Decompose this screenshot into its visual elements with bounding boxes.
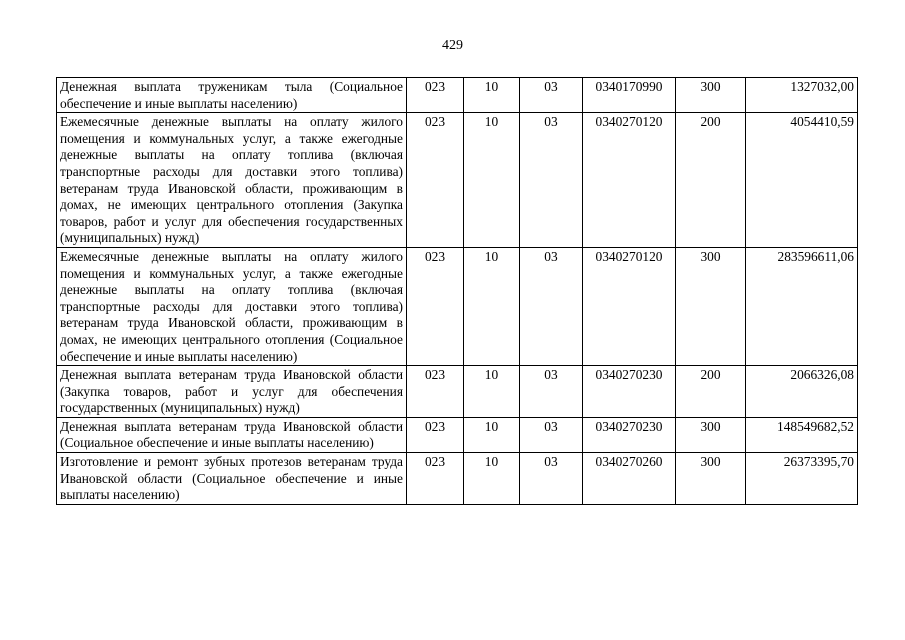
table-row — [57, 366, 858, 418]
section-code: 10 — [464, 113, 520, 248]
table-row — [57, 113, 858, 248]
subsection-code: 03 — [520, 366, 583, 418]
target-article-code: 0340270120 — [583, 113, 676, 248]
expense-type-code: 300 — [676, 78, 746, 113]
expense-type-code: 200 — [676, 366, 746, 418]
row-description: Денежная выплата труженикам тыла (Социальное обеспечение и иные выплаты населению) — [57, 78, 407, 113]
amount: 148549682,52 — [746, 417, 858, 452]
amount: 26373395,70 — [746, 453, 858, 505]
table-row — [57, 247, 858, 365]
subsection-code: 03 — [520, 247, 583, 365]
budget-table — [56, 77, 858, 505]
expense-type-code: 200 — [676, 113, 746, 248]
target-article-code: 0340270230 — [583, 417, 676, 452]
expense-type-code: 300 — [676, 247, 746, 365]
subsection-code: 03 — [520, 78, 583, 113]
target-article-code: 0340270260 — [583, 453, 676, 505]
section-code: 10 — [464, 453, 520, 505]
table-row — [57, 453, 858, 505]
target-article-code: 0340170990 — [583, 78, 676, 113]
ministry-code: 023 — [407, 78, 464, 113]
row-description: Ежемесячные денежные выплаты на оплату жилого помещения и коммунальных услуг, а также ежегодные денежные выплаты на оплату топлива (включая транспортные расходы для доставки этого топлива) ветеранам труда Ивановской области, проживающим в домах, не имеющих центрального отопления (Закупка товаров, работ и услуг для обеспечения государственных (муниципальных) нужд) — [57, 113, 407, 248]
subsection-code: 03 — [520, 417, 583, 452]
ministry-code: 023 — [407, 113, 464, 248]
row-description: Денежная выплата ветеранам труда Ивановской области (Социальное обеспечение и иные выплаты населению) — [57, 417, 407, 452]
row-description: Денежная выплата ветеранам труда Ивановской области (Закупка товаров, работ и услуг для обеспечения государственных (муниципальных) нужд) — [57, 366, 407, 418]
target-article-code: 0340270230 — [583, 366, 676, 418]
row-description: Ежемесячные денежные выплаты на оплату жилого помещения и коммунальных услуг, а также ежегодные денежные выплаты на оплату топлива (включая транспортные расходы для доставки этого топлива) ветеранам труда Ивановской области, проживающим в домах, не имеющих центрального отопления (Социальное обеспечение и иные выплаты населению) — [57, 247, 407, 365]
target-article-code: 0340270120 — [583, 247, 676, 365]
ministry-code: 023 — [407, 417, 464, 452]
table-row — [57, 417, 858, 452]
ministry-code: 023 — [407, 453, 464, 505]
section-code: 10 — [464, 78, 520, 113]
ministry-code: 023 — [407, 366, 464, 418]
table-row — [57, 78, 858, 113]
amount: 2066326,08 — [746, 366, 858, 418]
expense-type-code: 300 — [676, 417, 746, 452]
amount: 1327032,00 — [746, 78, 858, 113]
ministry-code: 023 — [407, 247, 464, 365]
section-code: 10 — [464, 417, 520, 452]
row-description: Изготовление и ремонт зубных протезов ветеранам труда Ивановской области (Социальное обеспечение и иные выплаты населению) — [57, 453, 407, 505]
amount: 283596611,06 — [746, 247, 858, 365]
section-code: 10 — [464, 247, 520, 365]
amount: 4054410,59 — [746, 113, 858, 248]
expense-type-code: 300 — [676, 453, 746, 505]
subsection-code: 03 — [520, 113, 583, 248]
subsection-code: 03 — [520, 453, 583, 505]
page-number: 429 — [442, 38, 463, 53]
section-code: 10 — [464, 366, 520, 418]
